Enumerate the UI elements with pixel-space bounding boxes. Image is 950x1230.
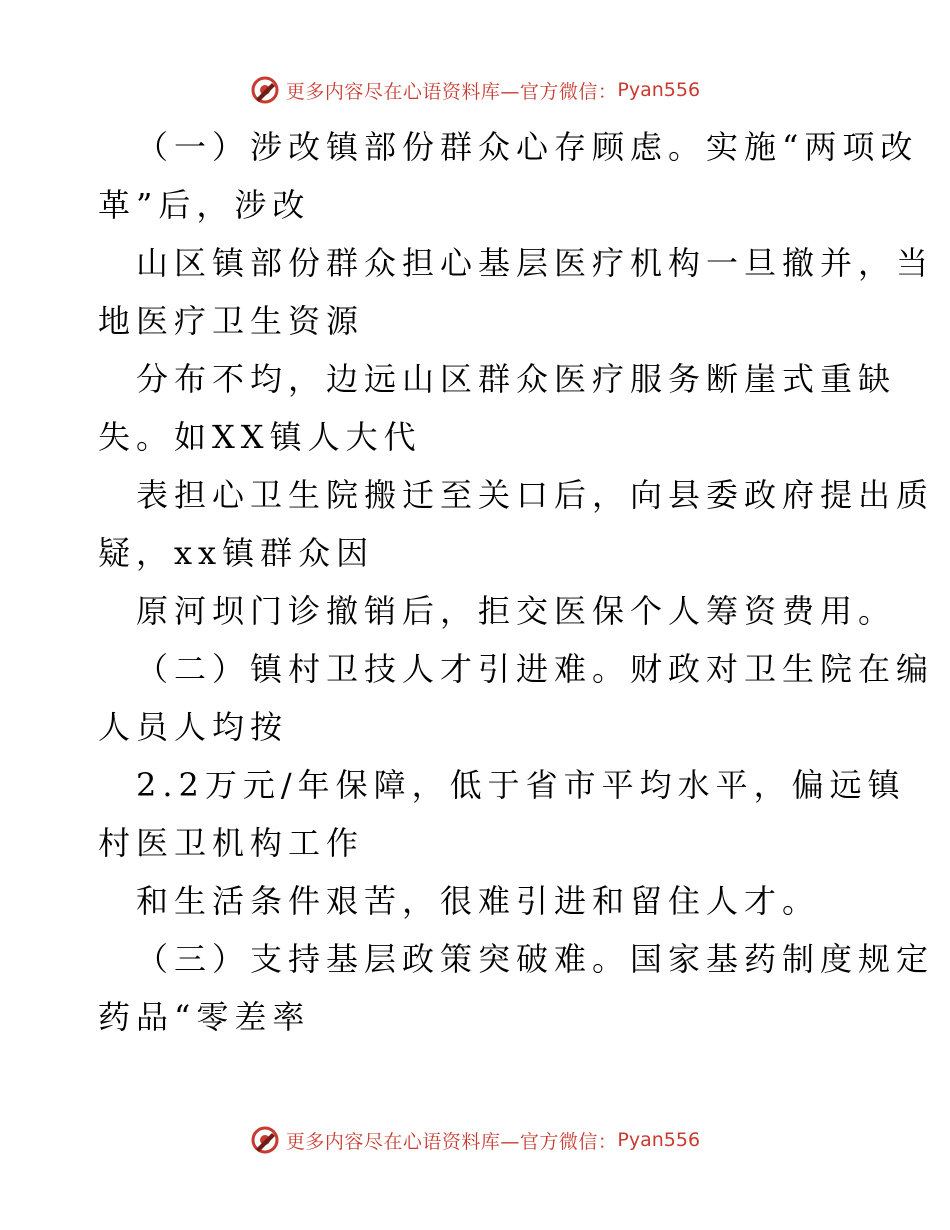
text-line: 和生活条件艰苦，很难引进和留住人才。 <box>136 882 821 920</box>
text-line: 原河坝门诊撤销后，拒交医保个人筹资费用。 <box>136 592 897 630</box>
document-body <box>98 118 935 1046</box>
text-line: 山区镇部份群众担心基层医疗机构一旦撤并，当 <box>136 244 935 282</box>
text-line: 人员人均按 <box>98 708 289 746</box>
text-line: （二）镇村卫技人才引进难。财政对卫生院在编 <box>136 650 935 688</box>
text-line: 分布不均，边远山区群众医疗服务断崖式重缺 <box>136 360 897 398</box>
text-line: 失。如XX镇人大代 <box>98 418 422 456</box>
text-line: 革”后，涉改 <box>98 186 311 224</box>
text-line: 2.2万元/年保障，低于省市平均水平，偏远镇 <box>136 766 906 804</box>
header-banner <box>0 70 950 110</box>
logo-icon <box>250 75 280 105</box>
text-line: 疑，xx镇群众因 <box>98 534 375 572</box>
text-line: 地医疗卫生资源 <box>98 302 365 340</box>
footer-banner <box>0 1120 950 1160</box>
banner-text: 更多内容尽在心语资料库—官方微信： <box>285 1130 618 1153</box>
banner-wechat-id: Pyan556 <box>617 1129 701 1151</box>
text-line: 村医卫机构工作 <box>98 824 365 862</box>
logo-icon <box>250 1125 280 1155</box>
text-line: 表担心卫生院搬迁至关口后，向县委政府提出质 <box>136 476 935 514</box>
text-line: （三）支持基层政策突破难。国家基药制度规定 <box>136 940 935 978</box>
text-line: 药品“零差率 <box>98 998 311 1036</box>
text-line: （一）涉改镇部份群众心存顾虑。实施“两项改 <box>136 128 919 166</box>
banner-wechat-id: Pyan556 <box>617 79 701 101</box>
banner-text: 更多内容尽在心语资料库—官方微信： <box>285 80 618 103</box>
